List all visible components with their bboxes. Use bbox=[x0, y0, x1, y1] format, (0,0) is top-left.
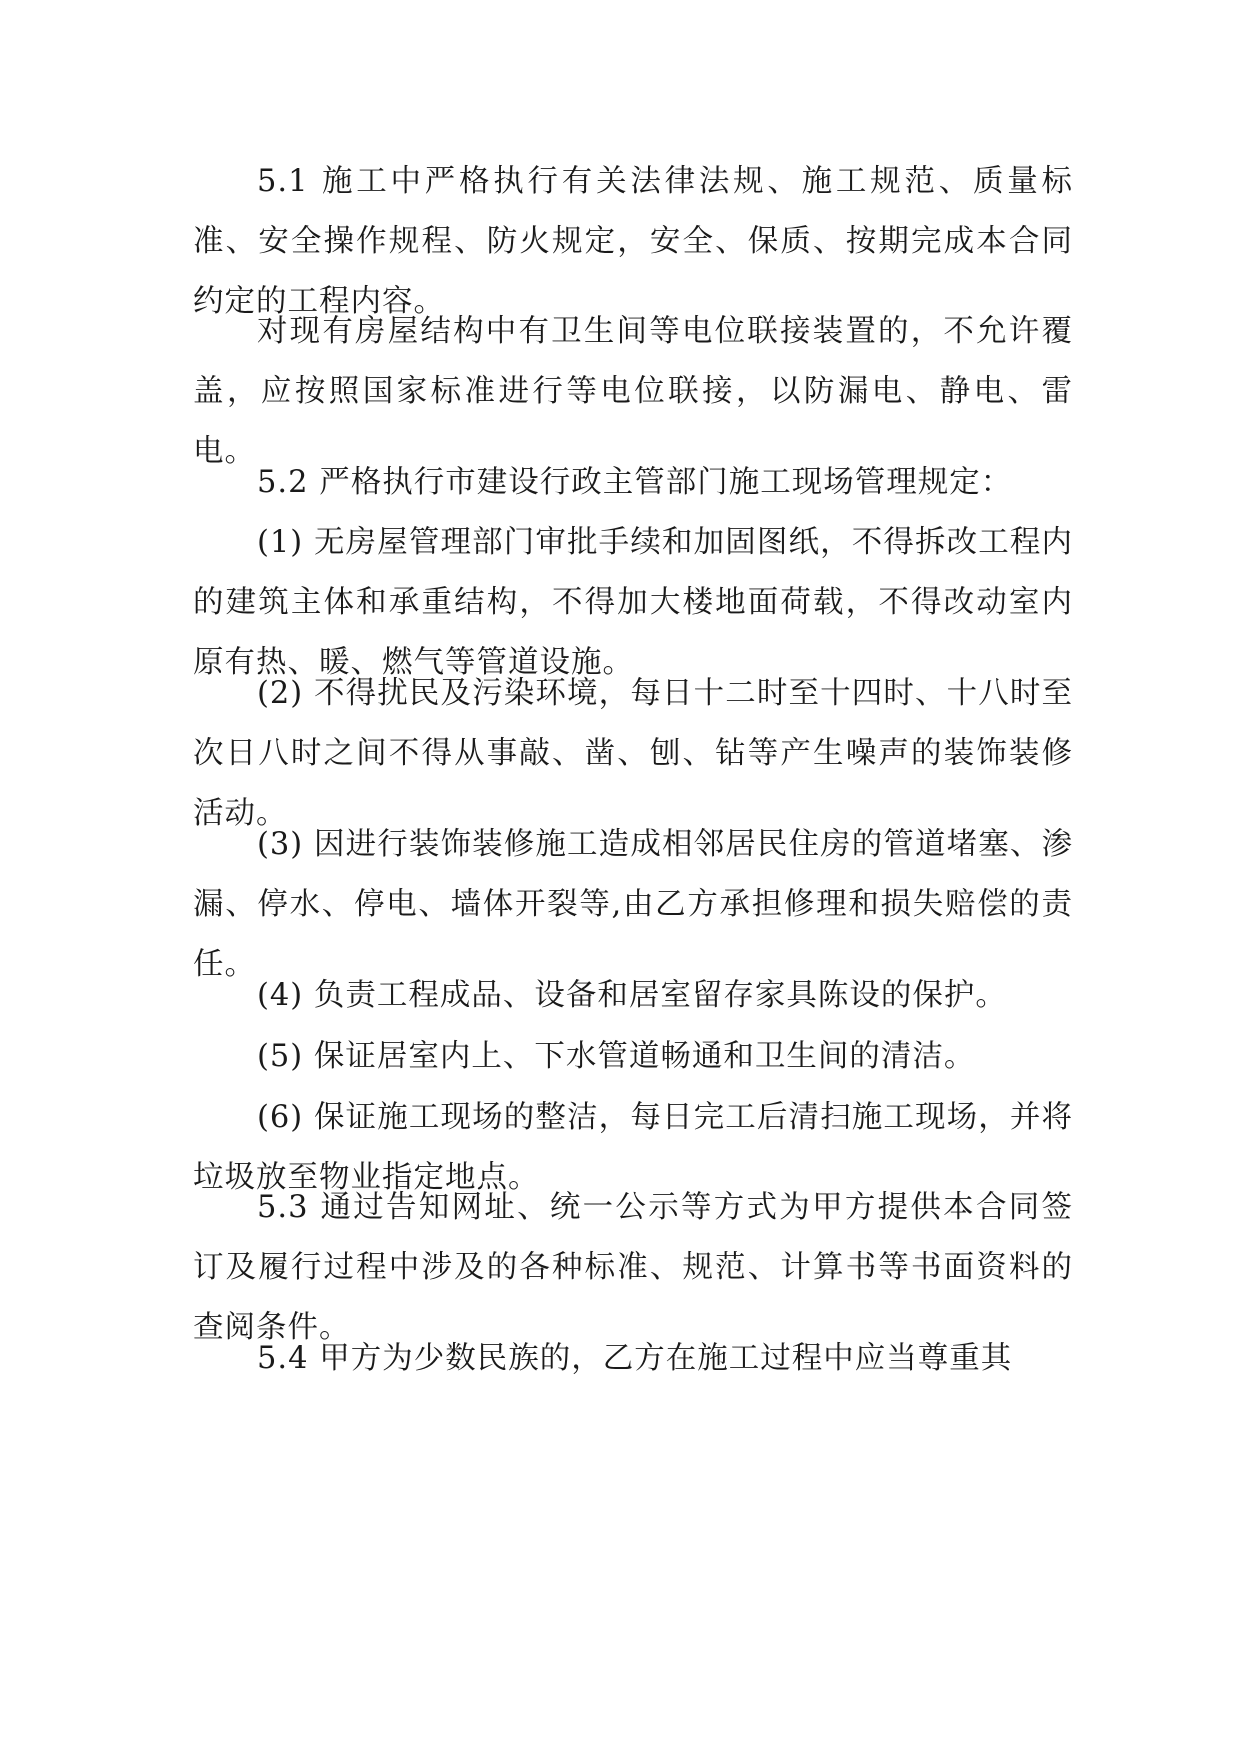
paragraph-equipotential: 对现有房屋结构中有卫生间等电位联接装置的，不允许覆盖，应按照国家标准进行等电位联接，以防漏电、静电、雷电。 bbox=[193, 314, 1073, 469]
paragraph-item-6: (6) 保证施工现场的整洁，每日完工后清扫施工现场，并将垃圾放至物业指定地点。 bbox=[193, 1100, 1073, 1195]
paragraph-item-3: (3) 因进行装饰装修施工造成相邻居民住房的管道堵塞、渗漏、停水、停电、墙体开裂等,由乙方承担修理和损失赔偿的责任。 bbox=[193, 827, 1073, 982]
paragraph-item-2: (2) 不得扰民及污染环境，每日十二时至十四时、十八时至次日八时之间不得从事敲、凿、刨、钻等产生噪声的装饰装修活动。 bbox=[193, 676, 1073, 831]
paragraph-item-1: (1) 无房屋管理部门审批手续和加固图纸，不得拆改工程内的建筑主体和承重结构，不得加大楼地面荷载，不得改动室内原有热、暖、燃气等管道设施。 bbox=[193, 525, 1073, 680]
paragraph-5-1: 5.1 施工中严格执行有关法律法规、施工规范、质量标准、安全操作规程、防火规定，安全、保质、按期完成本合同约定的工程内容。 bbox=[193, 164, 1073, 319]
paragraph-5-2: 5.2 严格执行市建设行政主管部门施工现场管理规定： bbox=[257, 465, 1013, 500]
paragraph-5-4: 5.4 甲方为少数民族的，乙方在施工过程中应当尊重其 bbox=[257, 1341, 1013, 1376]
paragraph-item-5: (5) 保证居室内上、下水管道畅通和卫生间的清洁。 bbox=[257, 1039, 976, 1074]
paragraph-5-3: 5.3 通过告知网址、统一公示等方式为甲方提供本合同签订及履行过程中涉及的各种标准、规范、计算书等书面资料的查阅条件。 bbox=[193, 1190, 1073, 1345]
paragraph-item-4: (4) 负责工程成品、设备和居室留存家具陈设的保护。 bbox=[257, 978, 1007, 1013]
